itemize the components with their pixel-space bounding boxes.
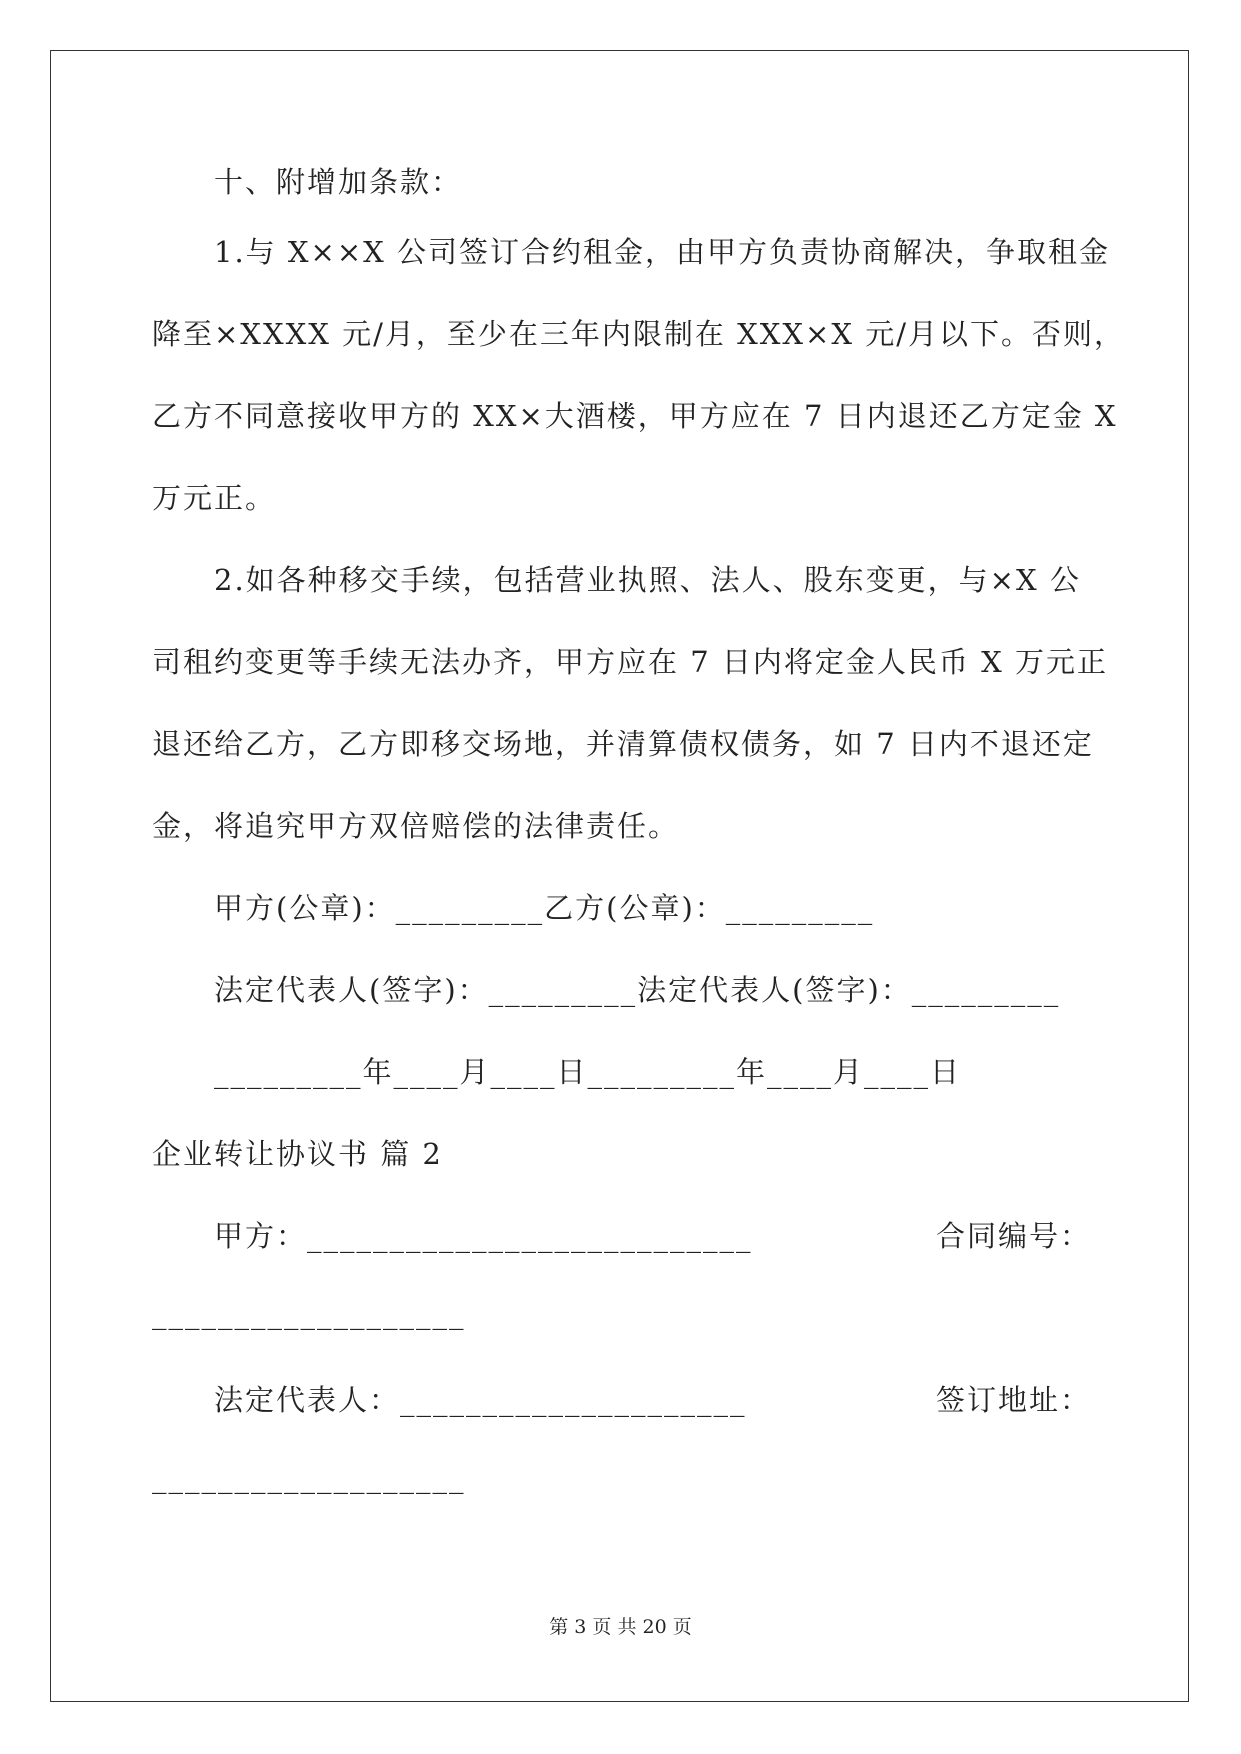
clause1-line1: 1.与 X××X 公司签订合约租金，由甲方负责协商解决，争取租金 (214, 235, 1110, 269)
section2-title: 企业转让协议书 篇 2 (152, 1137, 443, 1171)
party-a-label: 甲方： (214, 1219, 308, 1253)
sign-address-label: 签订地址： (936, 1383, 1092, 1417)
date-line: _________年____月____日_________年____月____日 (214, 1055, 962, 1089)
clause1-line4: 万元正。 (152, 481, 277, 515)
legal-rep-blank: _____________________ (400, 1383, 747, 1417)
seal-signature-line: 甲方(公章)：_________乙方(公章)：_________ (214, 891, 875, 925)
contract-no-label: 合同编号： (936, 1219, 1092, 1253)
section-heading: 十、附增加条款： (214, 165, 463, 199)
contract-no-blank: ___________________ (152, 1296, 466, 1330)
party-a-blank: ___________________________ (307, 1219, 753, 1253)
clause1-line2: 降至×XXXX 元/月，至少在三年内限制在 XXX×X 元/月以下。否则， (152, 317, 1125, 351)
clause2-line4: 金，将追究甲方双倍赔偿的法律责任。 (152, 809, 680, 843)
sign-address-blank: ___________________ (152, 1460, 466, 1494)
clause2-line2: 司租约变更等手续无法办齐，甲方应在 7 日内将定金人民币 X 万元正 (152, 645, 1108, 679)
party-a-row (214, 1214, 753, 1255)
page-number: 第 3 页 共 20 页 (549, 1616, 692, 1638)
clause2-line1: 2.如各种移交手续，包括营业执照、法人、股东变更，与×X 公 (214, 563, 1081, 597)
legal-rep-row (214, 1378, 747, 1419)
representative-signature-line: 法定代表人(签字)：_________法定代表人(签字)：_________ (214, 973, 1061, 1007)
clause2-line3: 退还给乙方，乙方即移交场地，并清算债权债务，如 7 日内不退还定 (152, 727, 1094, 761)
clause1-line3: 乙方不同意接收甲方的 XX×大酒楼，甲方应在 7 日内退还乙方定金 X (152, 399, 1118, 433)
page-border (50, 50, 1189, 1702)
legal-rep-label: 法定代表人： (214, 1383, 401, 1417)
